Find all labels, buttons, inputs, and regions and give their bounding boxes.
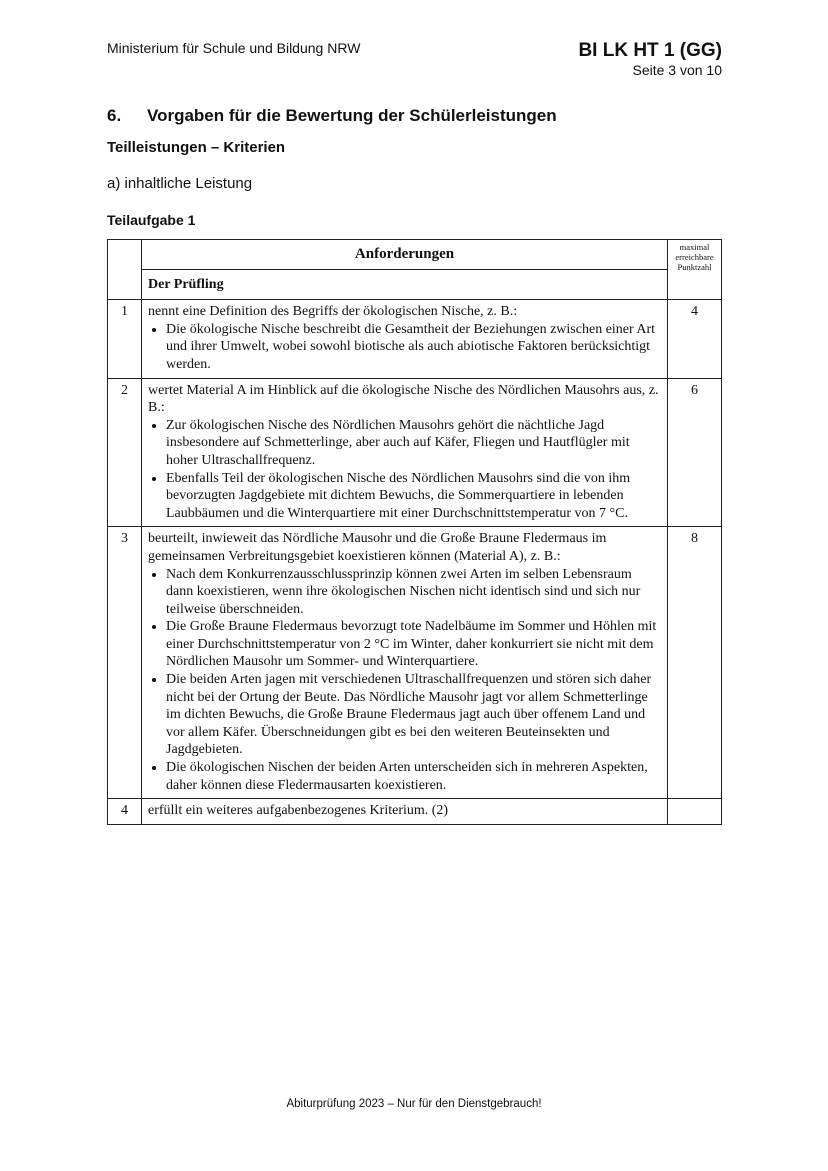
points-value: 4 — [668, 300, 722, 378]
table-header-row — [108, 240, 722, 300]
requirement-text: nennt eine Definition des Begriffs der ökologischen Nische, z. B.: — [148, 304, 518, 320]
table-row — [108, 799, 722, 825]
points-value — [668, 799, 722, 825]
requirements-heading: Anforderungen — [142, 240, 667, 270]
candidate-heading: Der Prüfling — [148, 276, 224, 292]
criterion-bullet: • Die beiden Arten jagen mit verschiedenen Ultraschallfrequenzen und stören sich daher nicht bei der Ortung der Beute. Das Nördliche Mausohr jagt vor allem Schmetterlinge im dichten Bewuchs, die Große Braune Fledermaus jagt auch über offenem Land und vor allem Käfer. Überschneidungen gibt es bei den weiteren Beuteinsekten und Jagdgebieten. — [166, 671, 661, 759]
header-num-cell — [108, 240, 142, 300]
section-number: 6. — [107, 106, 122, 125]
requirement-text: beurteilt, inwieweit das Nördliche Mausohr und die Große Braune Fledermaus im gemeinsamen Verbreitungsgebiet koexistieren können (Material A), z. B.: — [148, 531, 607, 564]
points-heading: maximal erreichbare Punktzahl — [668, 240, 722, 300]
requirement-cell — [142, 300, 668, 378]
ministry-name: Ministerium für Schule und Bildung NRW — [107, 40, 361, 56]
criterion-bullet: • Die ökologischen Nischen der beiden Arten unterscheiden sich in mehreren Aspekten, daher können diese Fledermausarten koexistieren. — [166, 759, 661, 794]
requirement-cell — [142, 378, 668, 527]
criterion-bullet: • Die ökologische Nische beschreibt die Gesamtheit der Beziehungen zwischen einer Art und ihrer Umwelt, wobei sowohl biotische als auch abiotische Faktoren berücksichtigt werden. — [166, 321, 661, 374]
table-row — [108, 527, 722, 799]
requirement-cell — [142, 527, 668, 799]
bullet-list — [148, 566, 661, 795]
criterion-bullet: • Nach dem Konkurrenzausschlussprinzip können zwei Arten im selben Lebensraum dann koexistieren, wenn ihre ökologischen Nischen nicht identisch sind und sich nur teilweise überschneiden. — [166, 566, 661, 619]
section-title — [107, 106, 557, 126]
row-number: 3 — [108, 527, 142, 799]
header-requirements-cell — [142, 240, 668, 300]
criterion-bullet: • Zur ökologischen Nische des Nördlichen Mausohrs gehört die nächtliche Jagd insbesondere auf Schmetterlinge, aber auch auf Käfer, Fliegen und Hautflügler mit hoher Ultraschallfrequenz. — [166, 417, 661, 470]
requirement-text: wertet Material A im Hinblick auf die ökologische Nische des Nördlichen Mausohrs aus, z. B.: — [148, 382, 659, 416]
row-number: 1 — [108, 300, 142, 378]
page-number: Seite 3 von 10 — [632, 62, 722, 78]
section-title-text: Vorgaben für die Bewertung der Schülerleistungen — [147, 106, 557, 125]
criterion-bullet: • Die Große Braune Fledermaus bevorzugt tote Nadelbäume im Sommer und Höhlen mit einer Durchschnittstemperatur von 2 °C im Winter, daher konkurriert sie nicht mit dem Nördlichen Mausohr um Sommer- und Winterquartiere. — [166, 618, 661, 671]
task-label: Teilaufgabe 1 — [107, 212, 196, 228]
footer-note: Abiturprüfung 2023 – Nur für den Dienstgebrauch! — [286, 1098, 542, 1110]
row-number: 2 — [108, 378, 142, 527]
part-label: a) inhaltliche Leistung — [107, 175, 253, 192]
exam-code: BI LK HT 1 (GG) — [578, 40, 722, 61]
criterion-bullet: • Ebenfalls Teil der ökologischen Nische des Nördlichen Mausohrs sind die von ihm bevorzugten Jagdgebiete mit dichtem Bewuchs, die Sommerquartiere in lebenden Laubbäumen und die Winterquartiere mit einer Durchschnittstemperatur von 7 °C. — [166, 470, 661, 523]
points-value: 6 — [668, 378, 722, 527]
requirement-text: erfüllt ein weiteres aufgabenbezogenes Kriterium. (2) — [148, 803, 449, 819]
points-value: 8 — [668, 527, 722, 799]
table-row — [108, 378, 722, 527]
header-right — [578, 40, 722, 78]
row-number: 4 — [108, 799, 142, 825]
requirement-cell — [142, 799, 668, 825]
bullet-list — [148, 321, 661, 374]
table-row — [108, 300, 722, 378]
bullet-list — [148, 417, 661, 523]
subtitle: Teilleistungen – Kriterien — [107, 139, 286, 156]
criteria-table — [107, 239, 722, 825]
